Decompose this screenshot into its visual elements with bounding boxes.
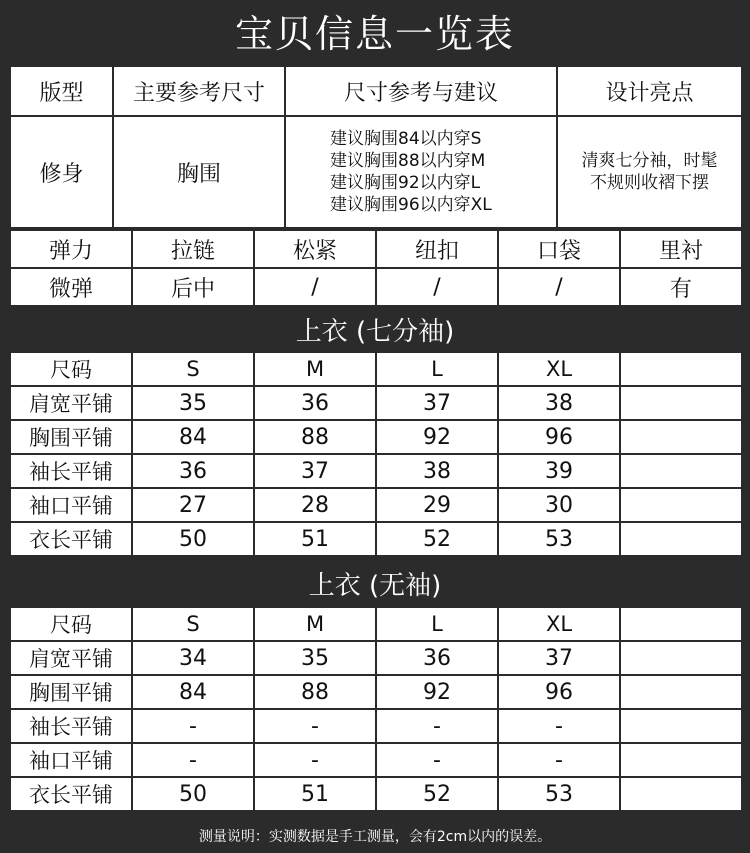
cell-m: - [254,743,376,777]
cell-s: 50 [132,777,254,811]
cell-m: 36 [254,386,376,420]
cell-xl: 96 [498,420,620,454]
header-suggestion: 尺寸参考与建议 [285,66,557,116]
size-table-sleeveless [9,606,743,812]
cell-empty [620,675,742,709]
table-row [10,386,742,420]
table-row [10,420,742,454]
size-header-empty [620,352,742,386]
row-label: 袖口平铺 [10,488,132,522]
cell-l: 92 [376,420,498,454]
cell-xl: 96 [498,675,620,709]
cell-xl: - [498,709,620,743]
cell-m: 51 [254,522,376,556]
row-label: 袖口平铺 [10,743,132,777]
attr-header-pocket: 口袋 [498,230,620,268]
header-main-size: 主要参考尺寸 [113,66,285,116]
main-size-value: 胸围 [113,116,285,228]
size-header-l: L [376,607,498,641]
size-header-empty [620,607,742,641]
cell-xl: 53 [498,522,620,556]
design-line-2: 不规则收褶下摆 [590,173,709,193]
size-table-three-quarter-sleeve [9,351,743,557]
cell-l: 52 [376,522,498,556]
table-row [10,709,742,743]
cell-m: 88 [254,675,376,709]
suggestion-s: 建议胸围84以内穿S [330,129,482,149]
size-header-xl: XL [498,607,620,641]
size-header-m: M [254,352,376,386]
cell-s: 35 [132,386,254,420]
cell-empty [620,420,742,454]
size-header-m: M [254,607,376,641]
attr-value-pocket: / [498,268,620,306]
cell-xl: 39 [498,454,620,488]
attr-value-elastic: 微弹 [10,268,132,306]
table-row [10,743,742,777]
cell-s: 36 [132,454,254,488]
header-fit: 版型 [10,66,113,116]
suggestion-l: 建议胸围92以内穿L [330,173,481,193]
cell-empty [620,522,742,556]
cell-xl: 37 [498,641,620,675]
table-row [10,675,742,709]
cell-m: 51 [254,777,376,811]
cell-s: 27 [132,488,254,522]
cell-xl: - [498,743,620,777]
suggestion-m: 建议胸围88以内穿M [330,151,486,171]
design-line-1: 清爽七分袖，时髦 [581,151,718,171]
table-row [10,777,742,811]
cell-l: 52 [376,777,498,811]
row-label: 肩宽平铺 [10,641,132,675]
size-header-label: 尺码 [10,607,132,641]
size-header-s: S [132,352,254,386]
cell-l: - [376,709,498,743]
cell-s: 84 [132,675,254,709]
header-design: 设计亮点 [557,66,742,116]
section-title-three-quarter-sleeve: 上衣 (七分袖) [295,317,455,347]
cell-xl: 30 [498,488,620,522]
cell-s: - [132,743,254,777]
cell-l: 37 [376,386,498,420]
design-highlights [557,116,742,228]
row-label: 胸围平铺 [10,675,132,709]
cell-l: 38 [376,454,498,488]
size-header-l: L [376,352,498,386]
cell-l: 29 [376,488,498,522]
cell-m: 37 [254,454,376,488]
attr-header-waist: 松紧 [254,230,376,268]
cell-empty [620,386,742,420]
row-label: 袖长平铺 [10,454,132,488]
attr-header-elastic: 弹力 [10,230,132,268]
row-label: 衣长平铺 [10,777,132,811]
row-label: 胸围平铺 [10,420,132,454]
size-header-label: 尺码 [10,352,132,386]
attr-header-zipper: 拉链 [132,230,254,268]
cell-xl: 38 [498,386,620,420]
cell-s: 50 [132,522,254,556]
attr-value-lining: 有 [620,268,742,306]
cell-l: 36 [376,641,498,675]
suggestion-xl: 建议胸围96以内穿XL [330,195,492,215]
cell-empty [620,743,742,777]
cell-s: - [132,709,254,743]
cell-m: - [254,709,376,743]
cell-empty [620,709,742,743]
row-label: 衣长平铺 [10,522,132,556]
cell-s: 84 [132,420,254,454]
attribute-table [9,229,743,307]
table-row [10,522,742,556]
row-label: 肩宽平铺 [10,386,132,420]
table-row [10,454,742,488]
cell-l: 92 [376,675,498,709]
cell-m: 35 [254,641,376,675]
row-label: 袖长平铺 [10,709,132,743]
cell-m: 28 [254,488,376,522]
attr-value-waist: / [254,268,376,306]
suggestion-list [285,116,557,228]
fit-value: 修身 [10,116,113,228]
attr-value-zipper: 后中 [132,268,254,306]
attr-header-lining: 里衬 [620,230,742,268]
size-header-s: S [132,607,254,641]
cell-m: 88 [254,420,376,454]
table-row [10,488,742,522]
table-row [10,641,742,675]
cell-empty [620,641,742,675]
measurement-note: 测量说明：实测数据是手工测量，会有2cm以内的误差。 [198,829,552,845]
cell-xl: 53 [498,777,620,811]
section-title-sleeveless: 上衣 (无袖) [308,571,442,601]
cell-empty [620,454,742,488]
size-header-xl: XL [498,352,620,386]
cell-empty [620,488,742,522]
info-table [9,65,743,229]
cell-empty [620,777,742,811]
cell-s: 34 [132,641,254,675]
cell-l: - [376,743,498,777]
page-title: 宝贝信息一览表 [234,12,515,56]
attr-header-button: 纽扣 [376,230,498,268]
attr-value-button: / [376,268,498,306]
